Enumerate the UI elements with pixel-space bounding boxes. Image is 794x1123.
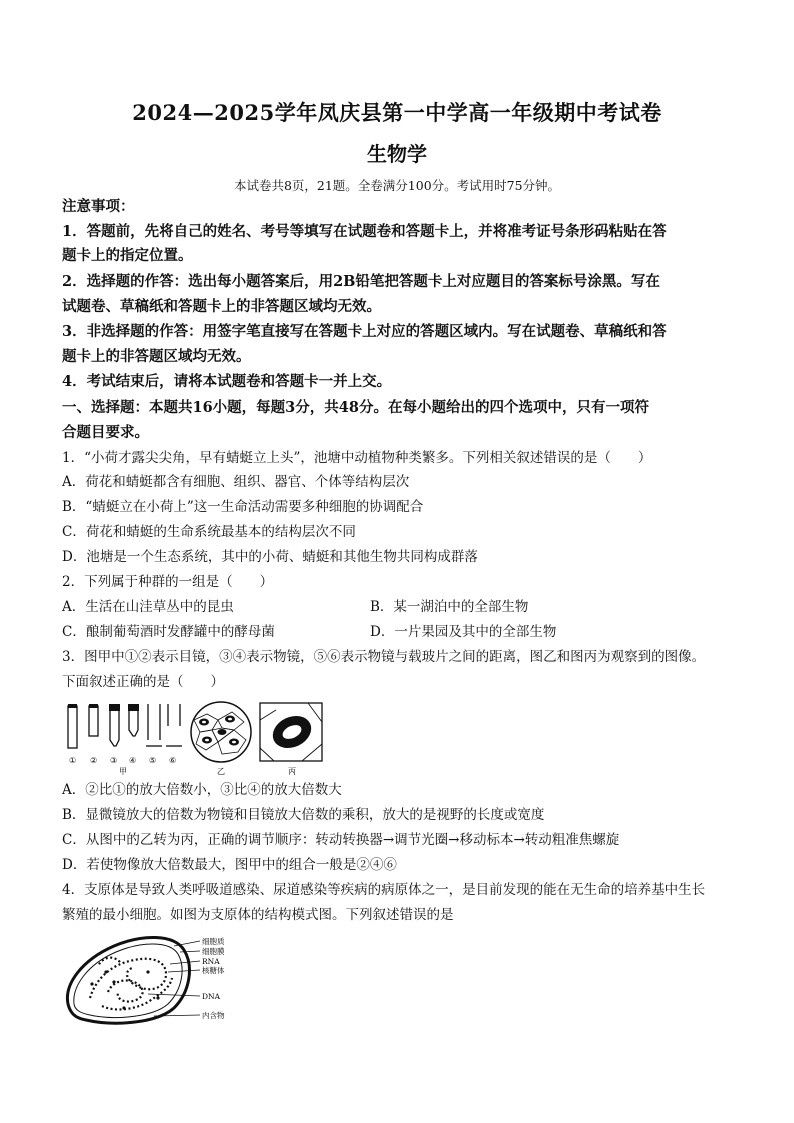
distance-5 bbox=[146, 704, 162, 746]
label-dna: DNA bbox=[202, 992, 220, 1001]
notice-heading: 注意事项： bbox=[62, 198, 135, 215]
q1-option-c: C．荷花和蜻蜓的生命系统最基本的结构层次不同 bbox=[62, 524, 356, 540]
label-cytoplasm: 细胞质 bbox=[202, 937, 225, 946]
q1-option-b: B．“蜻蜓立在小荷上”这一生命活动需要多种细胞的协调配合 bbox=[62, 499, 424, 515]
section-heading-cont: 合题目要求。 bbox=[62, 424, 149, 441]
distance-6 bbox=[166, 704, 182, 746]
q1-stem: 1．“小荷才露尖尖角，早有蜻蜓立上头”，池塘中动植物种类繁多。下列相关叙述错误的是（ ） bbox=[62, 450, 652, 466]
eyepiece-1 bbox=[68, 704, 77, 748]
q4-stem-cont: 繁殖的最小细胞。如图为支原体的结构模式图。下列叙述错误的是 bbox=[62, 907, 454, 923]
q2-option-a: A．生活在山洼草丛中的昆虫 bbox=[62, 599, 234, 615]
notice-item: 2．选择题的作答：选出每小题答案后，用2B铅笔把答题卡上对应题目的答案标号涂黑。写在 bbox=[62, 273, 660, 290]
label-rna: RNA bbox=[202, 957, 220, 966]
notice-item: 1．答题前，先将自己的姓名、考号等填写在试题卷和答题卡上，并将准考证号条形码粘贴在答 bbox=[62, 223, 667, 240]
q2-stem: 2．下列属于种群的一组是（ ） bbox=[62, 574, 274, 590]
label-jia: 甲 bbox=[119, 767, 127, 776]
label-4: ④ bbox=[129, 756, 137, 765]
label-3: ③ bbox=[110, 756, 118, 765]
notice-item: 3．非选择题的作答：用签字笔直接写在答题卡上对应的答题区域内。写在试题卷、草稿纸和答 bbox=[62, 323, 667, 340]
label-2: ② bbox=[90, 756, 98, 765]
objective-3 bbox=[109, 704, 120, 746]
q3-option-d: D．若使物像放大倍数最大，图甲中的组合一般是②④⑥ bbox=[62, 857, 397, 873]
label-1: ① bbox=[69, 756, 77, 765]
label-6: ⑥ bbox=[169, 756, 177, 765]
q2-option-c: C．酿制葡萄酒时发酵罐中的酵母菌 bbox=[62, 624, 275, 640]
notice-item: 题卡上的非答题区域均无效。 bbox=[62, 348, 251, 365]
q3-stem: 3．图甲中①②表示目镜，③④表示物镜，⑤⑥表示物镜与载玻片之间的距离，图乙和图丙为观察到的图像。 bbox=[62, 649, 706, 665]
label-bing: 丙 bbox=[288, 767, 296, 776]
objective-4 bbox=[128, 704, 139, 736]
view-yi bbox=[191, 702, 251, 762]
label-ribosome: 核糖体 bbox=[202, 966, 225, 975]
q1-option-a: A．荷花和蜻蜓都含有细胞、组织、器官、个体等结构层次 bbox=[62, 474, 410, 490]
q2-option-d: D．一片果园及其中的全部生物 bbox=[370, 624, 557, 640]
view-bing bbox=[260, 703, 322, 761]
label-inclusion: 内含物 bbox=[202, 1011, 225, 1020]
q3-stem-cont: 下面叙述正确的是（ ） bbox=[62, 674, 224, 690]
notice-item: 4．考试结束后，请将本试题卷和答题卡一并上交。 bbox=[62, 373, 392, 390]
q3-option-c: C．从图中的乙转为丙，正确的调节顺序：转动转换器→调节光圈→移动标本→转动粗准焦螺旋 bbox=[62, 832, 620, 848]
q2-option-b: B．某一湖泊中的全部生物 bbox=[370, 599, 529, 615]
q4-stem: 4．支原体是导致人类呼吸道感染、尿道感染等疾病的病原体之一，是目前发现的能在无生命的培养基中生长 bbox=[62, 882, 706, 898]
q1-option-d: D．池塘是一个生态系统，其中的小荷、蜻蜓和其他生物共同构成群落 bbox=[62, 549, 478, 565]
q4-mycoplasma-figure bbox=[62, 932, 252, 1026]
notice-item: 试题卷、草稿纸和答题卡上的非答题区域均无效。 bbox=[62, 298, 381, 315]
label-membrane: 细胞膜 bbox=[202, 947, 225, 956]
notice-item: 题卡上的指定位置。 bbox=[62, 247, 193, 264]
q3-option-a: A．②比①的放大倍数小，③比④的放大倍数大 bbox=[62, 782, 342, 798]
section-heading: 一、选择题：本题共16小题，每题3分，共48分。在每小题给出的四个选项中，只有一项符 bbox=[62, 399, 649, 416]
q3-option-b: B．显微镜放大的倍数为物镜和目镜放大倍数的乘积，放大的是视野的长度或宽度 bbox=[62, 807, 545, 823]
label-5: ⑤ bbox=[149, 756, 157, 765]
exam-title: 2024—2025学年凤庆县第一中学高一年级期中考试卷 bbox=[132, 100, 662, 125]
exam-meta: 本试卷共8页，21题。全卷满分100分。考试用时75分钟。 bbox=[233, 178, 561, 193]
eyepiece-2 bbox=[89, 704, 98, 736]
exam-subject: 生物学 bbox=[367, 142, 427, 166]
q3-microscope-figure bbox=[62, 700, 332, 778]
label-yi: 乙 bbox=[217, 767, 225, 776]
